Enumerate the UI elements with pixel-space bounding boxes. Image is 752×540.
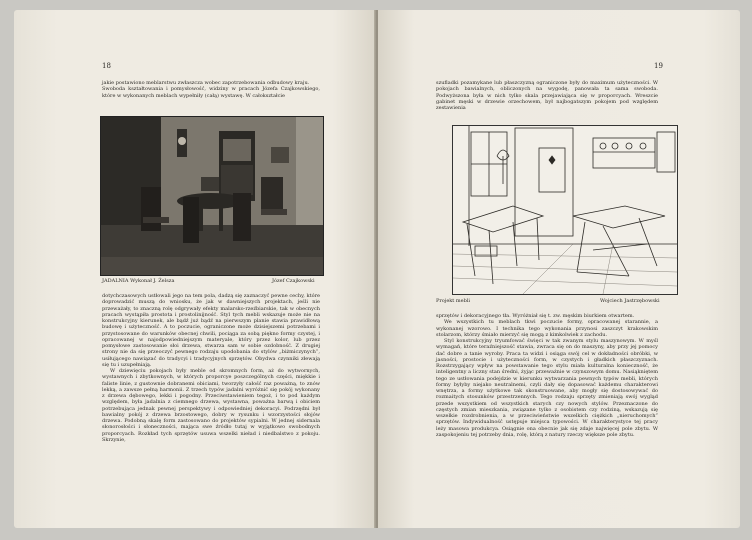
body-text (102, 293, 320, 443)
paragraph: sprzętów i dekoracyjnego tła. Wyróżniał się t. zw. męskim biurkiem otwartem. (436, 313, 635, 319)
furniture-sketch (452, 125, 678, 295)
dining-room-photo (100, 116, 324, 276)
paragraph: W dziewięciu pokojach były meble od skromnych form, aż do wytwornych, wystawnych i zbytkownych, w których proporcye poszczególnych części, miękkie i faliste linie, z gustownie dobranemi obiciami, tworzyły całość raz poważną, to znów lekką, a zawsze pełną harmonii. Z trzech typów jadalni wyróżnić się pokój wykonany z drzewa dębowego, lekki i pogodny. Przeciwstawieniem tegoż, i to pod każdym względem, była jadalnia z ciemnego drzewa, wystawna, poważna barwą i obiciem potrzebująca jednak pewnej perspektywy i odpowiedniej dekoracyi. Podrzędni był bawialny pokój z drzewa brzostowego, dobry w rysunku i wzorzystości słojów drzewa. Podobną skalę form zastosowano do projektów sypialni. W jednej sidernala słonorosłości i słoneczności, mająca swe źródło tutaj w wyjątkowo swobodnych proporcyach. Rozkład tych sprzętów usuwa wszelki nieład i niedbalstwo z pokoju. Skrzynie, (102, 368, 320, 443)
photo-caption: JADALNIA Wykonał J. Żelsza (102, 278, 175, 284)
page-number: 18 (102, 62, 111, 70)
paragraph: Styl konstrukcyjny tryumfować święci w tak zwanym stylu maszynowym. W myśl wymagań, które teraźniejszość stawia, zwraca się on do maszyny, aby przy jej pomocy dać dobre a tanie wyroby. Praca ta widzi i osiąga swój cel w dokładności obróbki, w jasności, prostocie i użyteczności form, w czystych i gładkich płaszczyznach. Rozstrzygający wpływ na powstawanie tego stylu miała kulturalna konieczność, że inteligentny a liczny stan średni, żyjąc przeważnie w czynszowym domu. Nasiąkniętem tego ze ustłowania podejdzie w kierunku wytwarzania pewnych typów mebli, których formy byłyby niejako neutralnemi, czyli dały się dopasować każdemu charakterowi wnętrza, a formy użytkowe tak skonstruowane, aby mogły się dostosowywać do rozmaitych stosunków przestrzennych. Tego rodzaju sprzęty zmieniają swój wygląd przede wszystkiem od wszystkich starych czy nowych stylów. Przeznaczone do częstych zmian mieszkania, związane tylko z osobistem czy rodziną, wskazują się wszelkie rozdrobnienia, a w przeciwieństwie wszelkich ciężkich „nieruchomych” sprzętów. Indywidualność ustępuje miejsca typowości. W charakterystyce tej pracy leży masowa produkcya. Osiągnie ona obecnie jak się zdaje najwięcej pole zbytu. W zaspokojeniu tej potrzeby dnia, rolę, którą z natury rzeczy większe pole zbytu. (436, 338, 658, 438)
paragraph: We wszystkich tu meblach tkwi poczucie formy, opracowanej starannie, a wykonanej wzorowo. I technika tego wykonania przynosi zaszczyt krakowskim stolarzom, którzy śmiało mierzyć się mogą z kimkolwiek z zachodu. (436, 319, 658, 338)
sketch-caption: Projekt mebli (436, 298, 471, 304)
photographer-credit: Józef Czajkowski (272, 278, 315, 284)
top-paragraph (102, 80, 320, 99)
text-line: Swoboda kształtowania i pomysłowość, widziny w pracach Józefa Czajkowskiego, które w wykonanych meblach wypełniły (całą) wystawę. W całokształcie (102, 86, 320, 99)
left-page (14, 10, 376, 528)
paragraph: dotychczasowych ustłowali jego na tem pola, dadzą się zaznaczyć pewne cechy, które doprowadzić muszą do wniosku, że jak w dawniejszych projektach, jeśli nie przeważały, to znaczną rolę odgrywały efekty malarsko-rzeźbiarskie, tak w obecnych pracach wystąpiła prostota i prostolinijność. Styl tych mebli wskazuje może nie na konstrukcyjny kierunek, ale bądź już bądź na pierwszym planie stawia prawidłową budowę i użyteczność. A to poczucie, ograniczone może dzisiejszemi potrzebami i przystosowane do warunków obecnej chwili, pociąga za sobą piękno formy czystej, i opracowanej w najodpowiedniejszym materyale, który przez kolor, lub przez pomysłowe zastosowanie słoi drzewa, stwarza sam w sobie ozdobność. Z drugiej strony nie da się przeoczyć pewnego rodzaju upodobania do stylów „biżmiczynych”, usiłującego nawiązać do tradycyi i tradycyjnych sprzętów. Obydwa czynniki złewają się tu i uzupełniają. (102, 293, 320, 368)
right-page (378, 10, 740, 528)
page-number: 19 (654, 62, 663, 70)
paragraph: szufladki pozamykane lub płaszczyzną ograniczone były do maximum użyteczności. W pokojach bawialnych, obliczonych na wygodę, panowała ta sama swoboda. Podwyższona była w nich tylko skala przejawiająca się w proporcyach. Wreszcie gabinet męski w drzewie orzechowem, był najbogatszym pokojem pod względem zestawienia (436, 80, 658, 111)
designer-credit: Wojciech Jastrzębowski (600, 298, 660, 304)
body-text (436, 313, 658, 438)
top-paragraph (436, 80, 658, 111)
open-book (14, 10, 740, 530)
text-line: jakie postawiono meblarstwu zwłaszcza wobec zapotrzebowania odbudowy kraju. (102, 80, 310, 86)
